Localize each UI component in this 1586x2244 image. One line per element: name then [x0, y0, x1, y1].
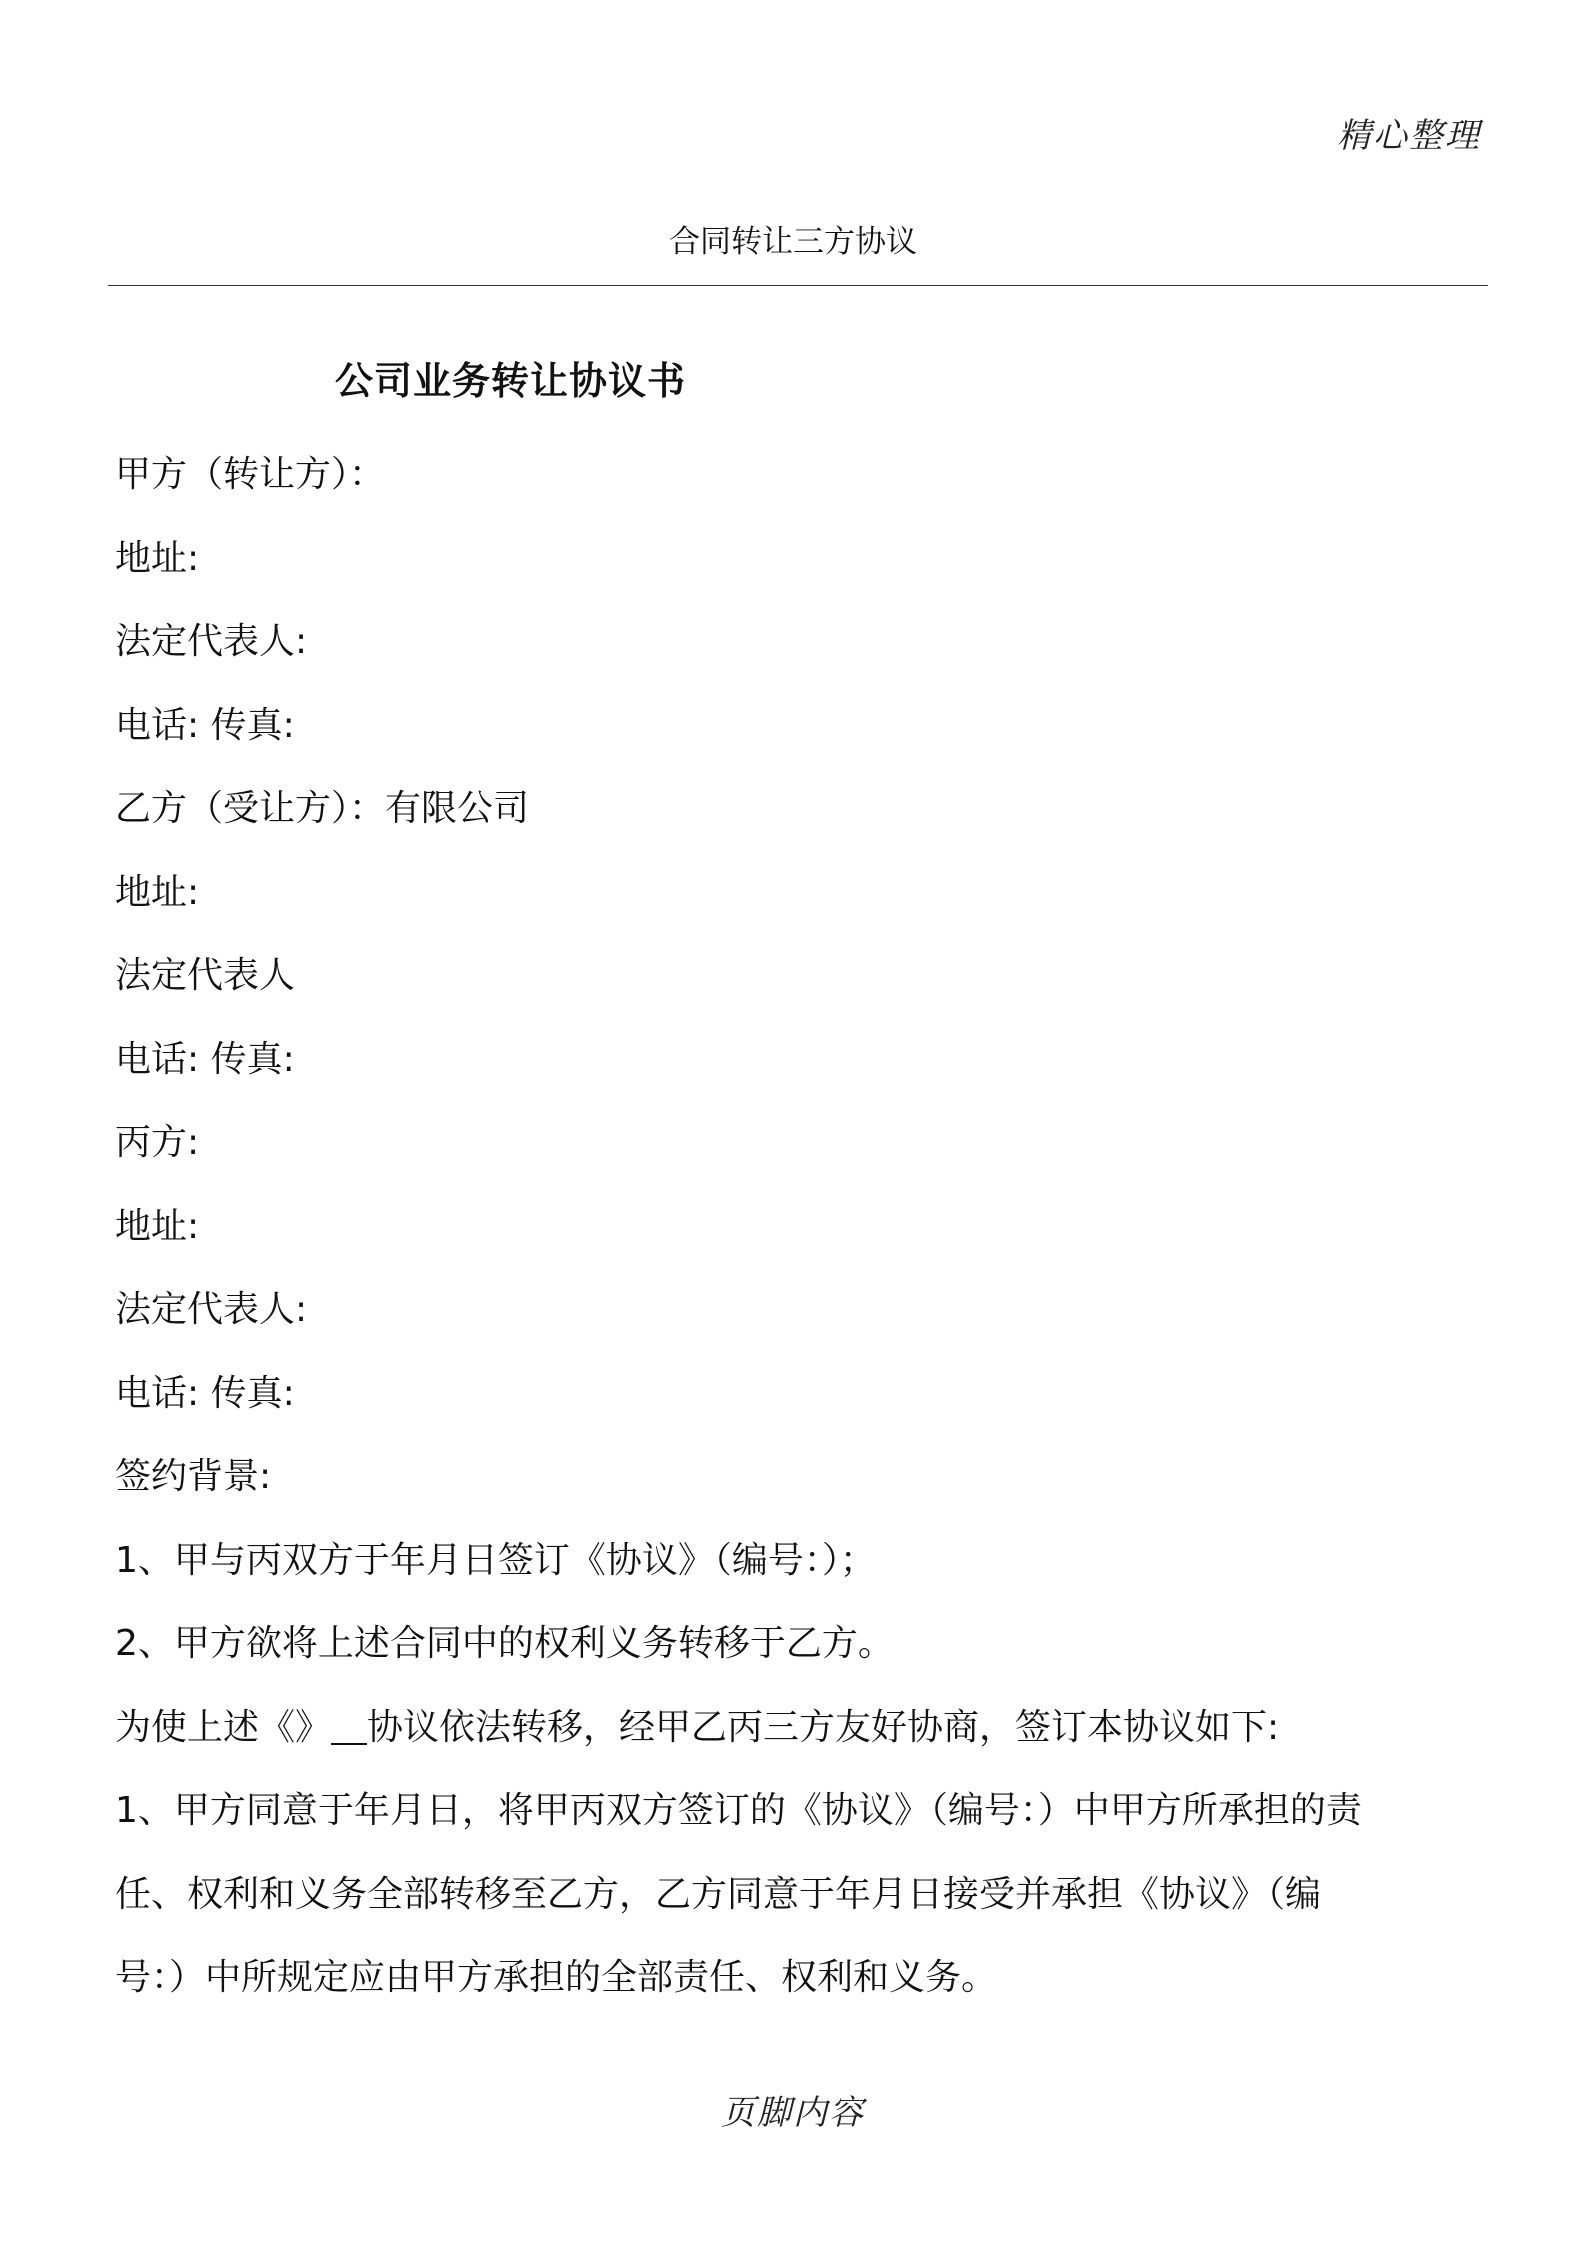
party-b-address: 地址: [115, 871, 200, 913]
intro-after: 协议依法转移，经甲乙丙三方友好协商，签订本协议如下: [367, 1706, 1280, 1748]
party-a-name: 甲方（转让方）： [115, 454, 386, 495]
header-divider [108, 285, 1488, 286]
footer-handwritten-mark: 页脚内容 [721, 2093, 865, 2133]
blank-underline [331, 1713, 367, 1745]
party-a-phone-fax: 电话: 传真: [115, 704, 295, 746]
background-item-1: 1、甲与丙双方于年月日签订《协议》（编号：）； [115, 1539, 876, 1581]
clause-1-line-2: 任、权利和义务全部转移至乙方，乙方同意于年月日接受并承担《协议》（编 [115, 1873, 1322, 1915]
intro-paragraph [115, 1686, 1475, 1770]
party-a-address: 地址: [115, 537, 200, 579]
clause-1-line-3: 号：）中所规定应由甲方承担的全部责任、权利和义务。 [115, 1957, 998, 1998]
party-c-phone-fax: 电话: 传真: [115, 1372, 295, 1414]
clause-1 [115, 1769, 1465, 2020]
party-b-name: 乙方（受让方）：有限公司 [115, 788, 530, 829]
clause-1-line-1: 1、甲方同意于年月日，将甲丙双方签订的《协议》（编号：）中甲方所承担的责 [115, 1790, 1362, 1831]
background-item-2: 2、甲方欲将上述合同中的权利义务转移于乙方。 [115, 1623, 894, 1664]
header-handwritten-mark: 精心整理 [1337, 116, 1481, 156]
party-c-name: 丙方: [115, 1122, 200, 1163]
document-body [115, 433, 1475, 2020]
background-heading: 签约背景: [115, 1456, 272, 1497]
party-c-representative: 法定代表人: [115, 1289, 308, 1330]
party-b-phone-fax: 电话: 传真: [115, 1038, 295, 1080]
intro-before: 为使上述《》 [115, 1706, 332, 1748]
header-title: 合同转让三方协议 [669, 224, 917, 260]
party-c-address: 地址: [115, 1205, 200, 1247]
party-b-representative: 法定代表人 [115, 955, 296, 996]
party-a-representative: 法定代表人: [115, 621, 308, 662]
document-title: 公司业务转让协议书 [335, 359, 687, 403]
